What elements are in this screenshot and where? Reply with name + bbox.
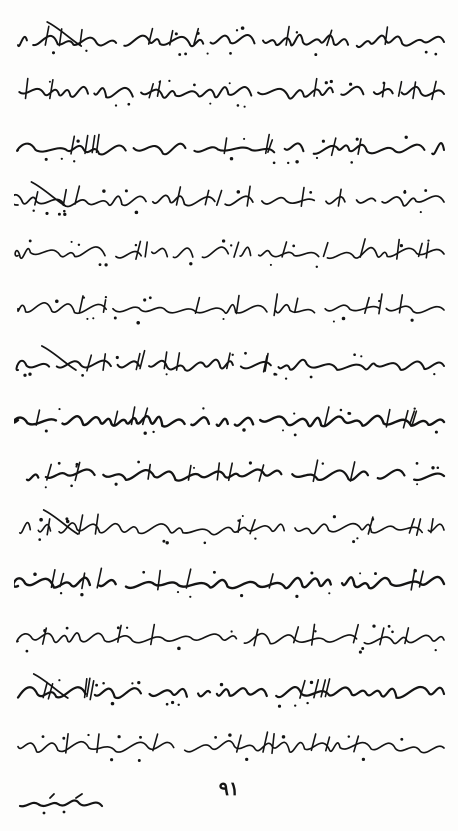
catchword <box>16 792 106 816</box>
manuscript-line <box>14 672 446 710</box>
manuscript-line <box>14 128 446 166</box>
manuscript-line <box>14 726 446 764</box>
manuscript-line <box>14 232 446 270</box>
manuscript-line <box>14 508 446 546</box>
manuscript-line <box>14 20 446 58</box>
manuscript-line <box>14 400 446 438</box>
page-number: ۹۱ <box>218 778 240 800</box>
manuscript-line <box>14 562 446 600</box>
manuscript-line <box>14 180 446 218</box>
manuscript-line <box>14 344 446 382</box>
manuscript-line <box>14 454 446 492</box>
manuscript-line <box>14 288 446 326</box>
manuscript-line <box>14 618 446 656</box>
manuscript-line <box>14 72 446 110</box>
